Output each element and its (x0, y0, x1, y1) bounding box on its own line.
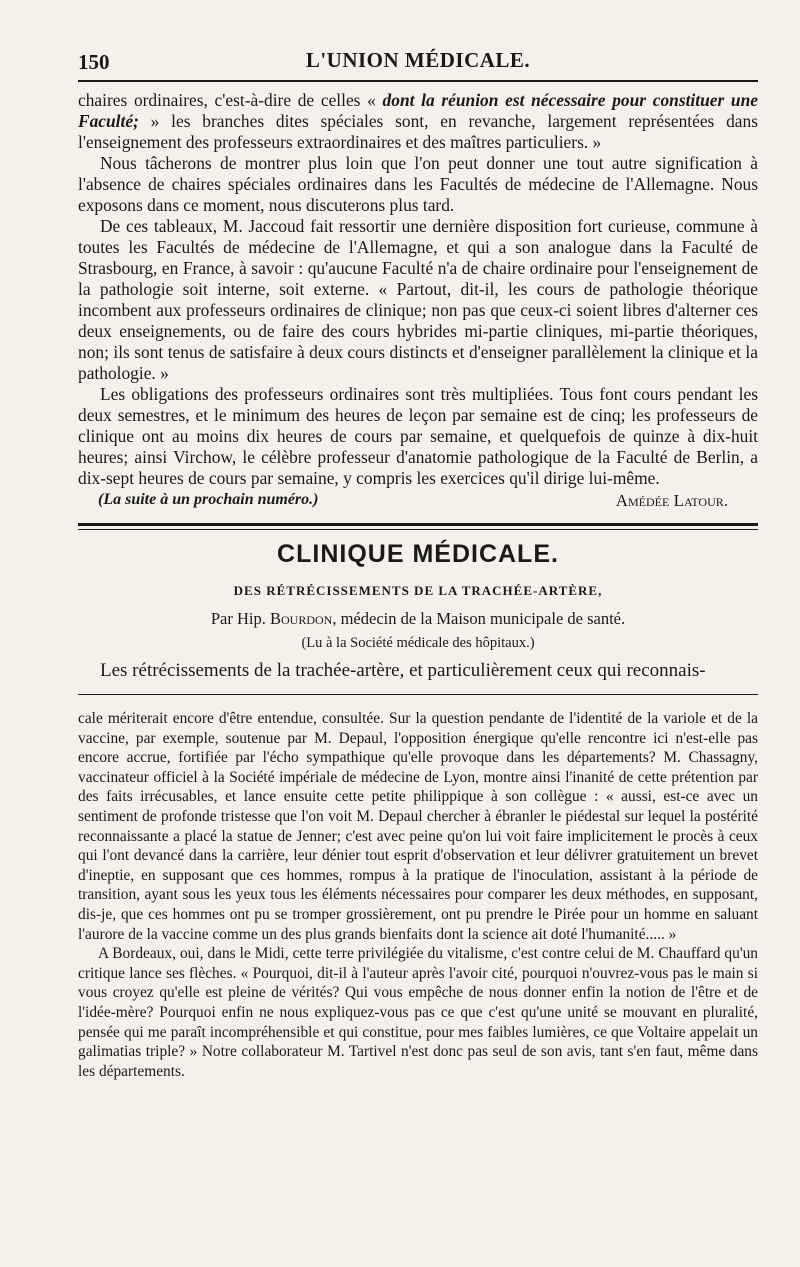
feuilleton-divider (78, 694, 758, 695)
article-lead: Les rétrécissements de la trachée-artère, et particulièrement ceux qui reconnais- (100, 660, 706, 681)
section-title: CLINIQUE MÉDICALE. (277, 540, 559, 568)
paragraph (78, 90, 758, 153)
byline-prefix: Par Hip. (210, 609, 270, 628)
page-number: 150 (78, 50, 110, 74)
page (78, 40, 758, 1081)
author-name: Bourdon (270, 609, 333, 628)
article-continuation (78, 90, 758, 489)
header-rule (78, 80, 758, 82)
text-run: » les branches dites spéciales sont, en revanche, largement représentées dans l'enseignement des professeurs extraordinaires et des maîtres particuliers. » (78, 111, 758, 152)
feuilleton (78, 709, 758, 1081)
continuation-note: (La suite à un prochain numéro.) (98, 491, 319, 508)
paragraph: De ces tableaux, M. Jaccoud fait ressortir une dernière disposition fort curieuse, commune à toutes les Facultés de médecine de l'Allemagne, et qui a son analogue dans la Faculté de Strasbourg, en France, à savoir : qu'aucune Faculté n'a de chaire ordinaire pour l'enseignement de la pathologie soit interne, soit externe. « Partout, dit-il, les cours de pathologie théorique incombent aux professeurs ordinaires de clinique; non pas que ceux-ci soient libres d'alterner ces deux enseignements, ou de faire des cours hybrides mi-partie cliniques, mi-partie théoriques, non; ils sont tenus de satisfaire à deux cours distincts et d'enseigner parallèlement la clinique et la pathologie. » (78, 216, 758, 383)
section-divider (78, 523, 758, 530)
paragraph: Nous tâcherons de montrer plus loin que l'on peut donner une tout autre signification à l'absence de chaires spéciales ordinaires dans les Facultés de médecine de l'Allemagne. Nous exposons dans ce moment, nous discuterons plus tard. (78, 153, 758, 215)
author-signature: Amédée Latour. (615, 491, 728, 510)
paragraph: Les obligations des professeurs ordinaires sont très multipliées. Tous font cours pendant les deux semestres, et le minimum des heures de leçon par semaine est de cinq; les professeurs de clinique ont au moins dix heures de cours par semaine, et quelquefois de quinze à dix-huit heures; ainsi Virchow, le célèbre professeur d'anatomie pathologique de la Faculté de Berlin, a dix-sept heures de cours par semaine, y compris les exercices qu'il dirige lui-même. (78, 384, 758, 488)
page-header (78, 40, 758, 76)
read-note: (Lu à la Société médicale des hôpitaux.) (301, 635, 535, 651)
paragraph: cale mériterait encore d'être entendue, consultée. Sur la question pendante de l'identité de la variole et de la vaccine, par exemple, soutenue par M. Depaul, l'opposition énergique qu'elle rencontre ici n'est-elle pas encore accrue, fortifiée par l'écho sympathique qu'elle provoque dans les départements? M. Chassagny, vaccinateur officiel à la Société impériale de médecine de Lyon, montre ainsi l'inanité de cette prétention par des faits irrécusables, et lance ensuite cette petite philippique à son collègue : « aussi, est-ce avec un sentiment de profonde tristesse que l'on voit M. Depaul chercher à ébranler le piédestal sur lequel la postérité reconnaissante a placé la statue de Jenner; c'est avec peine qu'on lui voit faire implicitement le procès à ceux qui l'ont devancé dans la carrière, leur dénier tout esprit d'observation et leur délivrer gratuitement un brevet d'ineptie, en supposant que ces hommes, rompus à la pratique de l'inoculation, assistant à la période de transition, ayant sous les yeux tous les éléments nécessaires pour comparer les deux méthodes, en supposant, dis-je, que ces hommes ont pu se tromper grossièrement, ont pu prendre le Pirée pour un homme en saluant l'aurore de la vaccine comme un des plus grands bienfaits dont la science ait doté l'humanité..... » (78, 710, 758, 943)
text-run: chaires ordinaires, c'est-à-dire de celles « (78, 90, 383, 110)
paragraph: A Bordeaux, oui, dans le Midi, cette terre privilégiée du vitalisme, c'est contre celui de M. Chauffard qu'un critique lance ses flèches. « Pourquoi, dit-il à l'auteur après l'avoir cité, pourquoi n'ouvrez-vous pas le main si vous croyez qu'elle est pleine de vérités? Qui vous empêche de nous donner enfin la notion de l'être et de l'idée-mère? Pourquoi enfin ne nous expliquez-vous pas ce que c'est qu'une unité se mouvant en pluralité, pensée qui me paraît incompréhensible et qui constitue, pour mes faibles lumières, ce que Voltaire appelait un galimatias triple? » Notre collaborateur M. Tartivel n'est donc pas seul de son avis, tant s'en faut, même dans les départements. (78, 945, 758, 1080)
running-head: L'UNION MÉDICALE. (305, 48, 531, 72)
byline (78, 609, 758, 629)
signoff (78, 491, 758, 513)
byline-affiliation: , médecin de la Maison municipale de santé. (332, 609, 626, 628)
article-title: DES RÉTRÉCISSEMENTS DE LA TRACHÉE-ARTÈRE, (233, 583, 603, 598)
emphasis: dont la réunion est nécessaire pour constituer une Faculté; (78, 90, 758, 131)
